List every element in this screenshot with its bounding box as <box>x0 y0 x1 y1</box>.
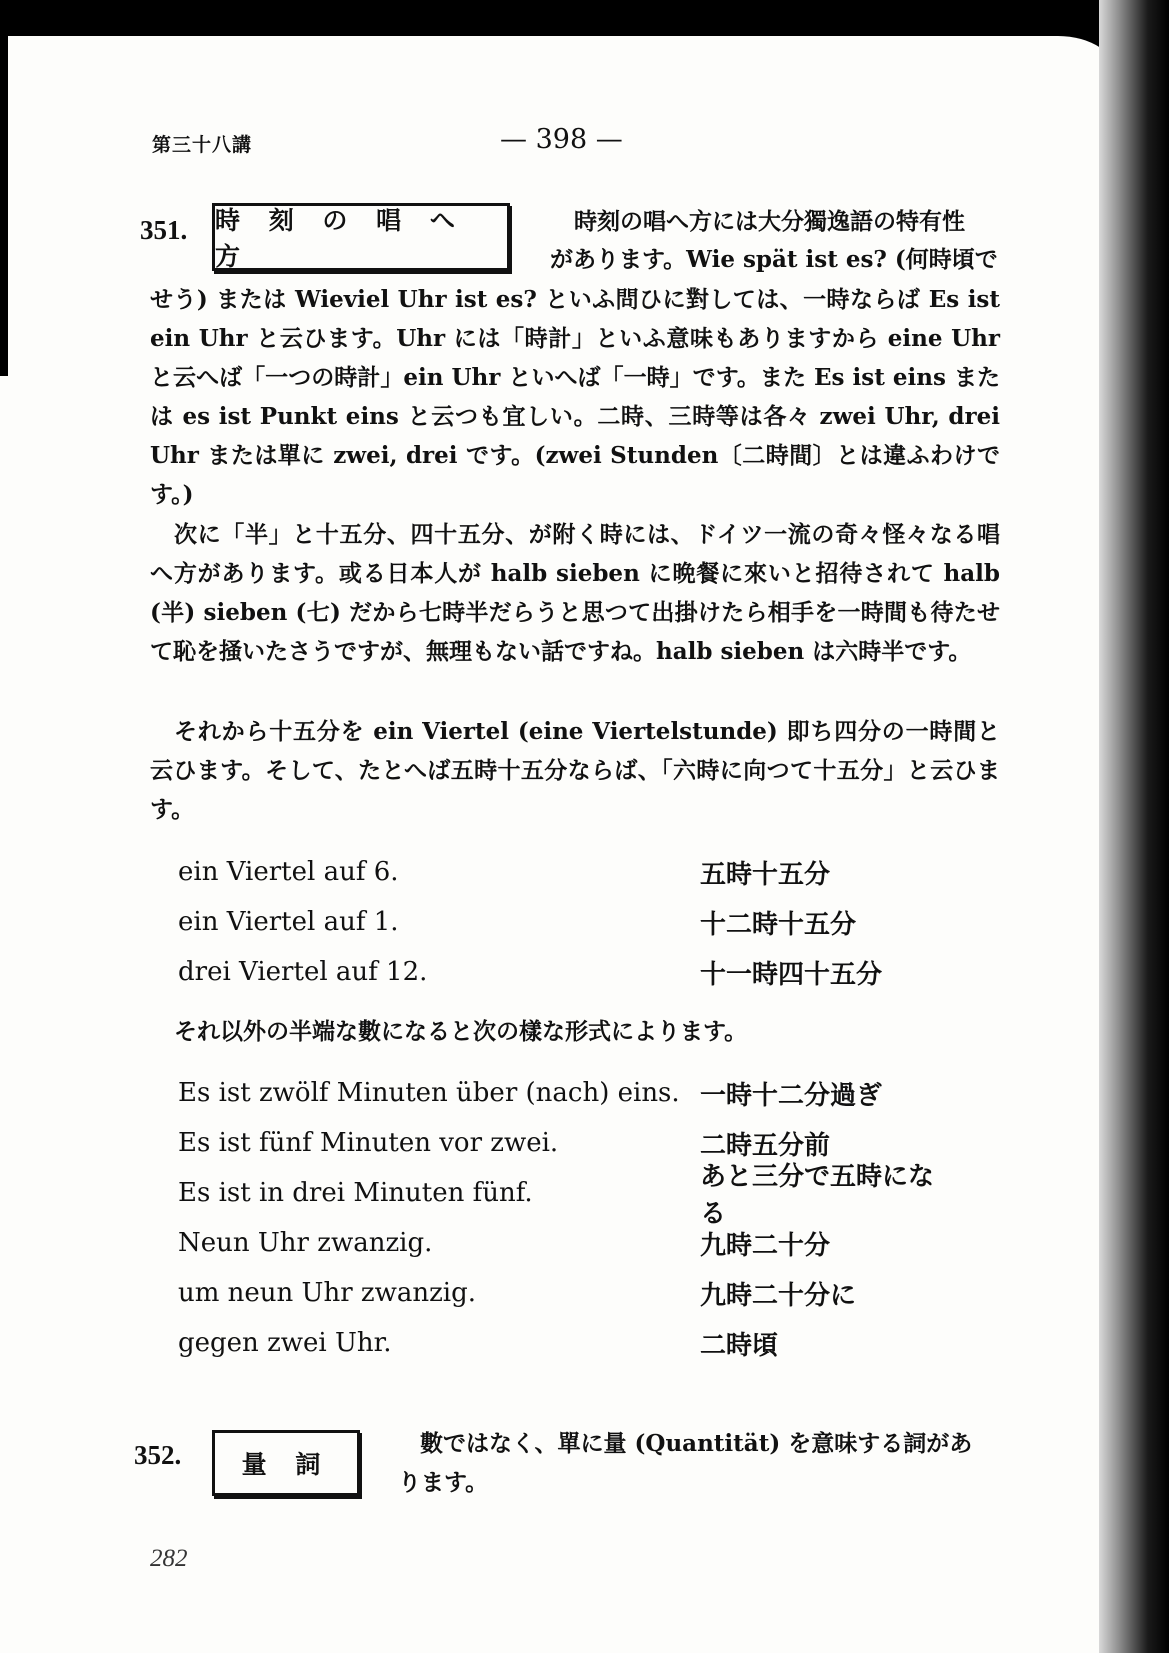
example-row <box>178 1268 938 1318</box>
page-number: — 398 — <box>500 124 623 155</box>
example-row <box>178 1162 938 1229</box>
example-german: Neun Uhr zwanzig. <box>178 1228 433 1258</box>
book-page <box>0 36 1118 1653</box>
section-352-title: 量 詞 <box>241 1450 331 1479</box>
section-352-intro-line-1: 數ではなく、單に量 (Quantität) を意味する詞があ <box>420 1430 973 1457</box>
section-352-number: 352. <box>134 1440 182 1470</box>
example-german: gegen zwei Uhr. <box>178 1328 392 1358</box>
example-german: Es ist zwölf Minuten über (nach) eins. <box>178 1078 680 1108</box>
folio-number: 282 <box>150 1545 188 1572</box>
example-table-1 <box>178 847 938 997</box>
section-351-title: 時 刻 の 唱 へ 方 <box>215 206 465 271</box>
section-351-intro-line-2: があります。Wie spät ist es? (何時頃で <box>550 246 998 273</box>
example-german: drei Viertel auf 12. <box>178 957 428 987</box>
scan-gutter <box>0 36 8 376</box>
section-352-intro-line-2: ります。 <box>398 1469 489 1496</box>
example-japanese: 五時十五分 <box>700 859 831 890</box>
section-352-title-box <box>212 1430 360 1496</box>
paragraph-3: それから十五分を ein Viertel (eine Viertelstunde) 即ち四分の一時間と云ひます。そして、たとへば五時十五分ならば、「六時に向つて十五分」と云ひます。 <box>150 718 1000 823</box>
example-table-2 <box>178 1068 938 1368</box>
example-german: ein Viertel auf 1. <box>178 907 399 937</box>
example-german: ein Viertel auf 6. <box>178 857 399 887</box>
example-row <box>178 1318 938 1368</box>
example-japanese: 九時二十分に <box>700 1280 857 1311</box>
page-edge-shadow <box>1099 0 1169 1653</box>
example-german: Es ist in drei Minuten fünf. <box>178 1178 533 1208</box>
example-row <box>178 847 938 897</box>
example-japanese: 一時十二分過ぎ <box>700 1080 883 1111</box>
example-german: um neun Uhr zwanzig. <box>178 1278 477 1308</box>
transition-line: それ以外の半端な數になると次の樣な形式によります。 <box>174 1018 748 1045</box>
example-row <box>178 947 938 997</box>
example-japanese: あと三分で五時になる <box>700 1162 935 1229</box>
example-german: Es ist fünf Minuten vor zwei. <box>178 1128 559 1158</box>
section-351-title-box <box>212 203 510 271</box>
running-title: 第三十八講 <box>152 134 253 156</box>
example-japanese: 二時頃 <box>700 1330 779 1361</box>
example-row <box>178 1068 938 1118</box>
example-row <box>178 897 938 947</box>
example-japanese: 九時二十分 <box>700 1230 831 1261</box>
example-japanese: 二時五分前 <box>700 1130 831 1161</box>
paragraph-2: 次に「半」と十五分、四十五分、が附く時には、ドイツ一流の奇々怪々なる唱へ方があります。或る日本人が halb sieben に晩餐に來いと招待されて halb (半) sieben (七) だから七時半だらうと思つて出掛けたら相手を一時間も待たせて恥を掻いたさうですが、無理もない話ですね。halb sieben は六時半です。 <box>150 521 1000 665</box>
example-row <box>178 1218 938 1268</box>
example-japanese: 十二時十五分 <box>700 909 857 940</box>
example-japanese: 十一時四十五分 <box>700 959 883 990</box>
paragraph-1: せう) または Wieviel Uhr ist es? といふ問ひに對しては、一時ならば Es ist ein Uhr と云ひます。Uhr には「時計」といふ意味もありますから eine Uhr と云へば「一つの時計」ein Uhr といへば「一時」です。また Es ist eins または es ist Punkt eins と云つも宜しい。二時、三時等は各々 zwei Uhr, drei Uhr または單に zwei, drei です。(zwei Stunden〔二時間〕とは違ふわけです。) <box>150 286 1000 508</box>
section-351-number: 351. <box>140 215 188 245</box>
section-351-intro-line-1: 時刻の唱へ方には大分獨逸語の特有性 <box>574 208 965 235</box>
